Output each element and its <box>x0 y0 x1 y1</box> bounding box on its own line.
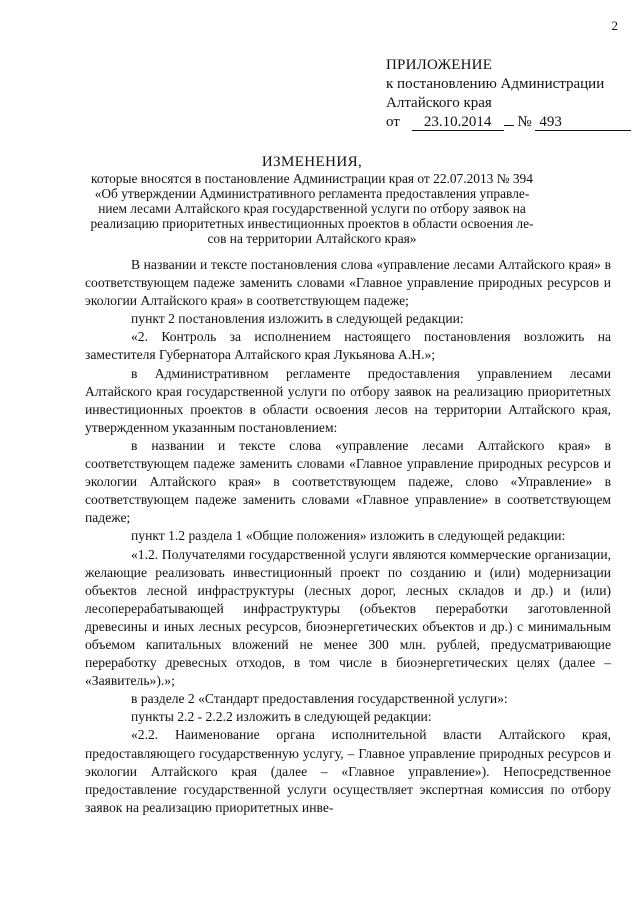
paragraph: В названии и тексте постановления слова «управление лесами Алтайского края» в соответствующем падеже заменить словами «Главное управление природных ресурсов и экологии Алтайского края» в соответствующем падеже; <box>85 257 611 309</box>
from-label: от <box>386 114 400 130</box>
title-line: реализацию приоритетных инвестиционных проектов в области освоения ле- <box>90 216 534 231</box>
paragraph: «2.2. Наименование органа исполнительной власти Алтайского края, предоставляющего государственную услугу, – Главное управление природных ресурсов и экологии Алтайского края (далее – «Главное управление»). Непосредственное предоставление государственной услуги осуществляет экспертная комиссия по отбору заявок на реализацию приоритетных инве- <box>85 727 611 815</box>
title-line: которые вносятся в постановление Администрации края от 22.07.2013 № 394 <box>91 171 533 186</box>
paragraph: в разделе 2 «Стандарт предоставления государственной услуги»: <box>131 691 508 707</box>
paragraph: в названии и тексте слова «управление лесами Алтайского края» в соответствующем падеже заменить словами «Главное управление природных ресурсов и экологии Алтайского края» в соответствующем падеже, слово «Управление» в соответствующем падеже заменить словами «Главное управление» в соответствующем падеже; <box>85 437 611 526</box>
document-title <box>84 154 540 246</box>
title-line: нием лесами Алтайского края государственной услуги по отбору заявок на <box>98 201 526 216</box>
paragraph: в Административном регламенте предоставления управлением лесами Алтайского края государственной услуги по отбору заявок на реализацию приоритетных инвестиционных проектов в области освоения лесов на территории Алтайского края, утвержденном указанным постановлением: <box>85 365 611 435</box>
appendix-block <box>386 56 626 132</box>
document-body <box>85 256 611 817</box>
appendix-line-1: к постановлению Администрации <box>386 76 605 92</box>
number-label: № <box>517 114 532 130</box>
paragraph: пункты 2.2 - 2.2.2 изложить в следующей редакции: <box>131 709 432 725</box>
resolution-date: 23.10.2014 <box>412 115 504 131</box>
paragraph: «1.2. Получателями государственной услуги являются коммерческие организации, желающие реализовать инвестиционный проект по созданию и (или) модернизации объектов лесной инфраструктуры (лесных дорог, лесных складов и др.) и (или) лесоперерабатывающей инфраструктуры (объектов переработки заготовленной древесины и иных лесных ресурсов, биоэнергетических объектов и др.) с минимальным объемом капитальных вложений не менее 300 млн. рублей, предусматривающие переработку древесных отходов, в том числе в биоэнергетических целях (далее – «Заявитель»).»; <box>85 546 611 689</box>
resolution-number: 493 <box>535 115 631 131</box>
page-number: 2 <box>611 18 618 33</box>
appendix-heading: ПРИЛОЖЕНИЕ <box>386 57 493 73</box>
paragraph: пункт 2 постановления изложить в следующей редакции: <box>131 311 464 327</box>
title-heading: ИЗМЕНЕНИЯ, <box>261 154 363 170</box>
title-line: «Об утверждении Административного регламента предоставления управле- <box>94 186 530 201</box>
title-line: сов на территории Алтайского края» <box>207 231 417 246</box>
appendix-line-2: Алтайского края <box>386 95 492 111</box>
appendix-date-line <box>386 113 626 132</box>
paragraph: «2. Контроль за исполнением настоящего постановления возложить на заместителя Губернатора Алтайского края Лукьянова А.Н.»; <box>85 329 611 363</box>
paragraph: пункт 1.2 раздела 1 «Общие положения» изложить в следующей редакции: <box>131 528 566 544</box>
